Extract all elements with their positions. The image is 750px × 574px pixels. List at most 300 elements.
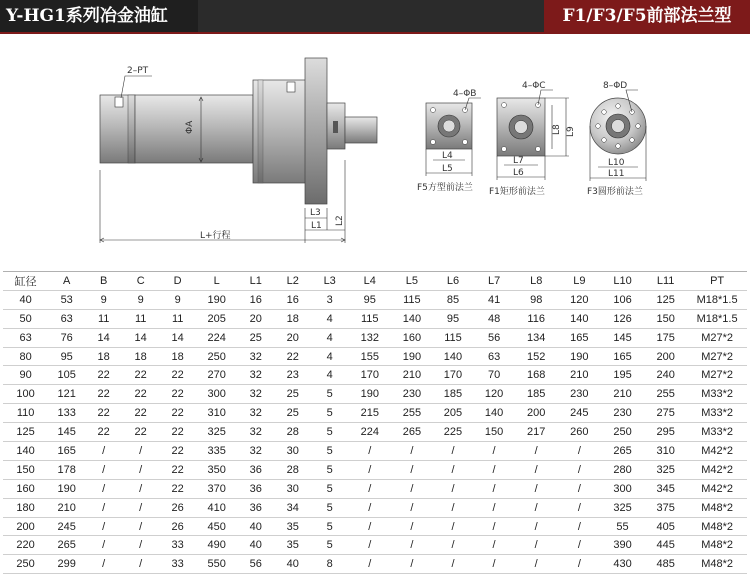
table-cell: 30 xyxy=(274,442,311,461)
table-cell: / xyxy=(432,460,473,479)
col-header: L6 xyxy=(432,272,473,291)
table-cell: M27*2 xyxy=(687,328,747,347)
table-cell: 310 xyxy=(644,442,687,461)
table-cell: / xyxy=(432,555,473,574)
table-cell: 125 xyxy=(3,423,48,442)
table-cell: 450 xyxy=(196,517,237,536)
table-cell: 295 xyxy=(644,423,687,442)
table-cell: 375 xyxy=(644,498,687,517)
table-cell: M48*2 xyxy=(687,517,747,536)
col-header: L9 xyxy=(558,272,601,291)
table-cell: 265 xyxy=(391,423,432,442)
table-cell: / xyxy=(391,536,432,555)
table-cell: 410 xyxy=(196,498,237,517)
table-cell: 90 xyxy=(3,366,48,385)
table-cell: 150 xyxy=(3,460,48,479)
table-cell: 430 xyxy=(601,555,644,574)
table-cell: 180 xyxy=(3,498,48,517)
table-cell: 55 xyxy=(601,517,644,536)
table-cell: / xyxy=(85,460,122,479)
table-row xyxy=(3,479,747,498)
table-cell: 95 xyxy=(48,347,85,366)
table-cell: 56 xyxy=(474,328,515,347)
table-cell: 275 xyxy=(644,404,687,423)
table-cell: M48*2 xyxy=(687,498,747,517)
table-cell: 335 xyxy=(196,442,237,461)
table-cell: 134 xyxy=(515,328,558,347)
table-cell: 220 xyxy=(3,536,48,555)
table-cell: / xyxy=(85,517,122,536)
table-cell: 370 xyxy=(196,479,237,498)
pt-label: 2–PT xyxy=(127,66,149,76)
table-cell: 133 xyxy=(48,404,85,423)
table-cell: 217 xyxy=(515,423,558,442)
table-row xyxy=(3,423,747,442)
table-cell: 9 xyxy=(85,290,122,309)
table-cell: / xyxy=(474,498,515,517)
table-cell: 76 xyxy=(48,328,85,347)
table-cell: 230 xyxy=(391,385,432,404)
table-cell: 22 xyxy=(122,423,159,442)
table-cell: 190 xyxy=(348,385,391,404)
f5-caption: F5方型前法兰 xyxy=(417,183,473,193)
table-cell: 300 xyxy=(601,479,644,498)
table-cell: 185 xyxy=(432,385,473,404)
col-header: L10 xyxy=(601,272,644,291)
col-header: D xyxy=(159,272,196,291)
table-cell: 310 xyxy=(196,404,237,423)
table-cell: 116 xyxy=(515,309,558,328)
table-cell: 18 xyxy=(122,347,159,366)
table-cell: 41 xyxy=(474,290,515,309)
table-row xyxy=(3,498,747,517)
table-cell: 140 xyxy=(474,404,515,423)
table-cell: 140 xyxy=(432,347,473,366)
table-cell: 5 xyxy=(311,517,348,536)
table-row xyxy=(3,309,747,328)
table-cell: M33*2 xyxy=(687,423,747,442)
table-cell: 165 xyxy=(48,442,85,461)
table-cell: / xyxy=(122,536,159,555)
table-cell: 22 xyxy=(159,460,196,479)
table-cell: 48 xyxy=(474,309,515,328)
table-cell: 25 xyxy=(274,404,311,423)
f1-l9-label: L9 xyxy=(566,126,576,137)
table-cell: 26 xyxy=(159,517,196,536)
table-cell: / xyxy=(391,498,432,517)
flange-type-title: F1/F3/F5前部法兰型 xyxy=(544,0,750,32)
table-cell: 32 xyxy=(237,347,274,366)
table-cell: 32 xyxy=(237,442,274,461)
table-cell: / xyxy=(348,442,391,461)
table-cell: 110 xyxy=(3,404,48,423)
table-cell: 170 xyxy=(348,366,391,385)
table-cell: 4 xyxy=(311,347,348,366)
table-cell: / xyxy=(391,517,432,536)
table-cell: / xyxy=(515,555,558,574)
table-cell: 165 xyxy=(601,347,644,366)
table-cell: 36 xyxy=(237,498,274,517)
table-cell: 265 xyxy=(48,536,85,555)
table-cell: / xyxy=(558,555,601,574)
table-cell: 178 xyxy=(48,460,85,479)
table-cell: 3 xyxy=(311,290,348,309)
table-cell: / xyxy=(432,442,473,461)
table-row xyxy=(3,404,747,423)
table-cell: / xyxy=(122,479,159,498)
table-cell: 5 xyxy=(311,479,348,498)
table-cell: 190 xyxy=(391,347,432,366)
table-cell: 405 xyxy=(644,517,687,536)
table-cell: 32 xyxy=(237,385,274,404)
table-cell: / xyxy=(391,442,432,461)
col-header: L7 xyxy=(474,272,515,291)
table-cell: 22 xyxy=(85,404,122,423)
table-cell: M48*2 xyxy=(687,536,747,555)
table-cell: 160 xyxy=(3,479,48,498)
f1-caption: F1矩形前法兰 xyxy=(489,187,545,197)
table-cell: 230 xyxy=(601,404,644,423)
col-header: B xyxy=(85,272,122,291)
table-cell: 9 xyxy=(159,290,196,309)
table-cell: 160 xyxy=(391,328,432,347)
table-cell: 200 xyxy=(644,347,687,366)
table-cell: 106 xyxy=(601,290,644,309)
table-cell: 18 xyxy=(274,309,311,328)
table-cell: 8 xyxy=(311,555,348,574)
table-cell: 210 xyxy=(391,366,432,385)
table-cell: / xyxy=(515,498,558,517)
table-cell: 345 xyxy=(644,479,687,498)
table-cell: / xyxy=(348,460,391,479)
table-cell: 22 xyxy=(122,385,159,404)
table-cell: / xyxy=(474,517,515,536)
table-cell: 28 xyxy=(274,460,311,479)
table-cell: / xyxy=(474,555,515,574)
table-cell: 485 xyxy=(644,555,687,574)
table-cell: 32 xyxy=(237,366,274,385)
table-cell: M18*1.5 xyxy=(687,290,747,309)
table-cell: 145 xyxy=(601,328,644,347)
col-header: L8 xyxy=(515,272,558,291)
table-cell: / xyxy=(85,442,122,461)
table-body xyxy=(3,290,747,573)
table-cell: / xyxy=(85,498,122,517)
col-header: L11 xyxy=(644,272,687,291)
table-cell: 205 xyxy=(196,309,237,328)
l3-label: L3 xyxy=(310,208,321,218)
table-cell: 95 xyxy=(432,309,473,328)
table-cell: / xyxy=(348,498,391,517)
table-cell: 210 xyxy=(601,385,644,404)
table-cell: 25 xyxy=(237,328,274,347)
table-cell: / xyxy=(474,479,515,498)
col-header: L xyxy=(196,272,237,291)
pt-port-right xyxy=(287,82,295,92)
table-cell: M42*2 xyxy=(687,460,747,479)
table-cell: 120 xyxy=(474,385,515,404)
cylinder-side-view xyxy=(100,58,377,204)
table-cell: 22 xyxy=(85,385,122,404)
table-cell: 245 xyxy=(48,517,85,536)
table-cell: 40 xyxy=(3,290,48,309)
table-cell: 50 xyxy=(3,309,48,328)
f3-holes-label: 8–ΦD xyxy=(603,81,628,91)
table-cell: 170 xyxy=(432,366,473,385)
f1-l6-label: L6 xyxy=(513,168,524,178)
table-cell: M42*2 xyxy=(687,479,747,498)
table-cell: 22 xyxy=(122,366,159,385)
table-cell: / xyxy=(122,517,159,536)
table-cell: 22 xyxy=(159,423,196,442)
table-cell: 224 xyxy=(196,328,237,347)
table-cell: / xyxy=(474,460,515,479)
table-cell: 250 xyxy=(196,347,237,366)
table-cell: 22 xyxy=(122,404,159,423)
table-cell: 22 xyxy=(274,347,311,366)
table-cell: 245 xyxy=(558,404,601,423)
header-bar xyxy=(0,0,750,32)
f1-holes-label: 4–ΦC xyxy=(522,81,546,91)
table-cell: 325 xyxy=(601,498,644,517)
table-cell: / xyxy=(85,555,122,574)
table-cell: 85 xyxy=(432,290,473,309)
table-cell: / xyxy=(558,479,601,498)
table-cell: 11 xyxy=(85,309,122,328)
table-cell: 20 xyxy=(274,328,311,347)
table-cell: 490 xyxy=(196,536,237,555)
col-header: L3 xyxy=(311,272,348,291)
table-row xyxy=(3,460,747,479)
table-cell: M42*2 xyxy=(687,442,747,461)
table-cell: 22 xyxy=(159,442,196,461)
table-cell: 35 xyxy=(274,517,311,536)
table-cell: 4 xyxy=(311,366,348,385)
stroke-label: L+行程 xyxy=(200,231,231,241)
table-cell: 22 xyxy=(159,404,196,423)
table-cell: / xyxy=(515,536,558,555)
table-cell: 11 xyxy=(122,309,159,328)
table-cell: 36 xyxy=(237,460,274,479)
table-cell: 63 xyxy=(474,347,515,366)
table-cell: 299 xyxy=(48,555,85,574)
technical-drawing xyxy=(0,34,750,270)
table-cell: 40 xyxy=(237,536,274,555)
table-cell: / xyxy=(515,460,558,479)
table-cell: M27*2 xyxy=(687,347,747,366)
table-cell: 25 xyxy=(274,385,311,404)
table-cell: 5 xyxy=(311,460,348,479)
table-cell: 210 xyxy=(558,366,601,385)
table-cell: 140 xyxy=(391,309,432,328)
table-row xyxy=(3,290,747,309)
table-cell: / xyxy=(515,517,558,536)
table-cell: 95 xyxy=(348,290,391,309)
table-cell: 63 xyxy=(3,328,48,347)
f3-l11-label: L11 xyxy=(608,169,625,179)
table-cell: 4 xyxy=(311,328,348,347)
table-cell: 200 xyxy=(3,517,48,536)
table-cell: 56 xyxy=(237,555,274,574)
table-cell: / xyxy=(122,555,159,574)
table-cell: / xyxy=(515,479,558,498)
table-cell: / xyxy=(348,555,391,574)
table-cell: 80 xyxy=(3,347,48,366)
table-cell: 26 xyxy=(159,498,196,517)
table-cell: 445 xyxy=(644,536,687,555)
table-cell: 14 xyxy=(85,328,122,347)
table-cell: / xyxy=(85,479,122,498)
table-cell: 115 xyxy=(348,309,391,328)
table-cell: 150 xyxy=(644,309,687,328)
table-cell: 40 xyxy=(274,555,311,574)
table-cell: 215 xyxy=(348,404,391,423)
f1-l8-label: L8 xyxy=(552,124,562,135)
table-cell: / xyxy=(85,536,122,555)
table-cell: 195 xyxy=(601,366,644,385)
table-cell: M33*2 xyxy=(687,385,747,404)
table-cell: M33*2 xyxy=(687,404,747,423)
dimension-table xyxy=(3,271,747,574)
table-cell: 33 xyxy=(159,536,196,555)
table-cell: / xyxy=(122,460,159,479)
table-cell: 14 xyxy=(122,328,159,347)
table-cell: 33 xyxy=(159,555,196,574)
col-header: C xyxy=(122,272,159,291)
table-cell: 200 xyxy=(515,404,558,423)
table-cell: 36 xyxy=(237,479,274,498)
table-row xyxy=(3,555,747,574)
table-cell: / xyxy=(432,536,473,555)
table-cell: 185 xyxy=(515,385,558,404)
table-cell: 34 xyxy=(274,498,311,517)
table-cell: 100 xyxy=(3,385,48,404)
table-cell: 70 xyxy=(474,366,515,385)
table-row xyxy=(3,536,747,555)
table-cell: / xyxy=(348,479,391,498)
table-cell: 205 xyxy=(432,404,473,423)
table-cell: 22 xyxy=(159,479,196,498)
f3-round-flange xyxy=(590,98,646,154)
table-cell: 9 xyxy=(122,290,159,309)
table-cell: / xyxy=(474,442,515,461)
table-cell: 230 xyxy=(558,385,601,404)
table-cell: 5 xyxy=(311,423,348,442)
table-cell: / xyxy=(474,536,515,555)
table-cell: 30 xyxy=(274,479,311,498)
table-cell: 255 xyxy=(391,404,432,423)
table-cell: M18*1.5 xyxy=(687,309,747,328)
table-cell: 120 xyxy=(558,290,601,309)
f5-l5-label: L5 xyxy=(442,164,453,174)
table-row xyxy=(3,347,747,366)
table-cell: / xyxy=(348,536,391,555)
table-cell: 175 xyxy=(644,328,687,347)
table-cell: 140 xyxy=(3,442,48,461)
table-cell: 390 xyxy=(601,536,644,555)
col-header: 缸径 xyxy=(3,272,48,291)
l2-label: L2 xyxy=(335,215,345,226)
table-cell: 40 xyxy=(237,517,274,536)
table-cell: 35 xyxy=(274,536,311,555)
table-row xyxy=(3,517,747,536)
table-cell: 18 xyxy=(85,347,122,366)
col-header: L1 xyxy=(237,272,274,291)
table-cell: 350 xyxy=(196,460,237,479)
table-cell: / xyxy=(348,517,391,536)
table-cell: 5 xyxy=(311,404,348,423)
f3-l10-label: L10 xyxy=(608,158,625,168)
table-cell: 63 xyxy=(48,309,85,328)
table-cell: / xyxy=(558,442,601,461)
table-cell: 165 xyxy=(558,328,601,347)
table-cell: 14 xyxy=(159,328,196,347)
pt-port-left xyxy=(115,97,123,107)
table-cell: 260 xyxy=(558,423,601,442)
table-cell: 550 xyxy=(196,555,237,574)
table-cell: 11 xyxy=(159,309,196,328)
table-cell: 22 xyxy=(85,366,122,385)
table-cell: 4 xyxy=(311,309,348,328)
table-cell: 115 xyxy=(432,328,473,347)
table-cell: 300 xyxy=(196,385,237,404)
table-cell: / xyxy=(558,498,601,517)
table-cell: / xyxy=(558,460,601,479)
table-cell: 250 xyxy=(3,555,48,574)
table-cell: 225 xyxy=(432,423,473,442)
table-cell: 190 xyxy=(196,290,237,309)
col-header: PT xyxy=(687,272,747,291)
table-cell: 5 xyxy=(311,442,348,461)
table-cell: 150 xyxy=(474,423,515,442)
table-cell: / xyxy=(558,536,601,555)
table-cell: / xyxy=(432,498,473,517)
table-cell: 22 xyxy=(159,385,196,404)
table-cell: 5 xyxy=(311,498,348,517)
table-cell: 32 xyxy=(237,423,274,442)
table-cell: 32 xyxy=(237,404,274,423)
series-title: Y-HG1系列冶金油缸 xyxy=(0,0,198,32)
table-cell: / xyxy=(515,442,558,461)
table-row xyxy=(3,366,747,385)
table-cell: M48*2 xyxy=(687,555,747,574)
table-cell: 98 xyxy=(515,290,558,309)
f5-l4-label: L4 xyxy=(442,151,453,161)
table-cell: / xyxy=(391,460,432,479)
table-cell: 20 xyxy=(237,309,274,328)
table-cell: / xyxy=(391,479,432,498)
table-cell: 16 xyxy=(274,290,311,309)
col-header: L5 xyxy=(391,272,432,291)
table-row xyxy=(3,385,747,404)
table-cell: M27*2 xyxy=(687,366,747,385)
f3-caption: F3圆形前法兰 xyxy=(587,187,643,197)
table-cell: / xyxy=(122,498,159,517)
table-cell: 190 xyxy=(48,479,85,498)
table-cell: 155 xyxy=(348,347,391,366)
table-cell: 16 xyxy=(237,290,274,309)
table-cell: 121 xyxy=(48,385,85,404)
table-cell: 190 xyxy=(558,347,601,366)
table-cell: 325 xyxy=(644,460,687,479)
table-cell: 125 xyxy=(644,290,687,309)
table-cell: 265 xyxy=(601,442,644,461)
table-cell: 132 xyxy=(348,328,391,347)
table-cell: 18 xyxy=(159,347,196,366)
table-cell: 5 xyxy=(311,385,348,404)
table-header-row xyxy=(3,272,747,291)
table-cell: 53 xyxy=(48,290,85,309)
